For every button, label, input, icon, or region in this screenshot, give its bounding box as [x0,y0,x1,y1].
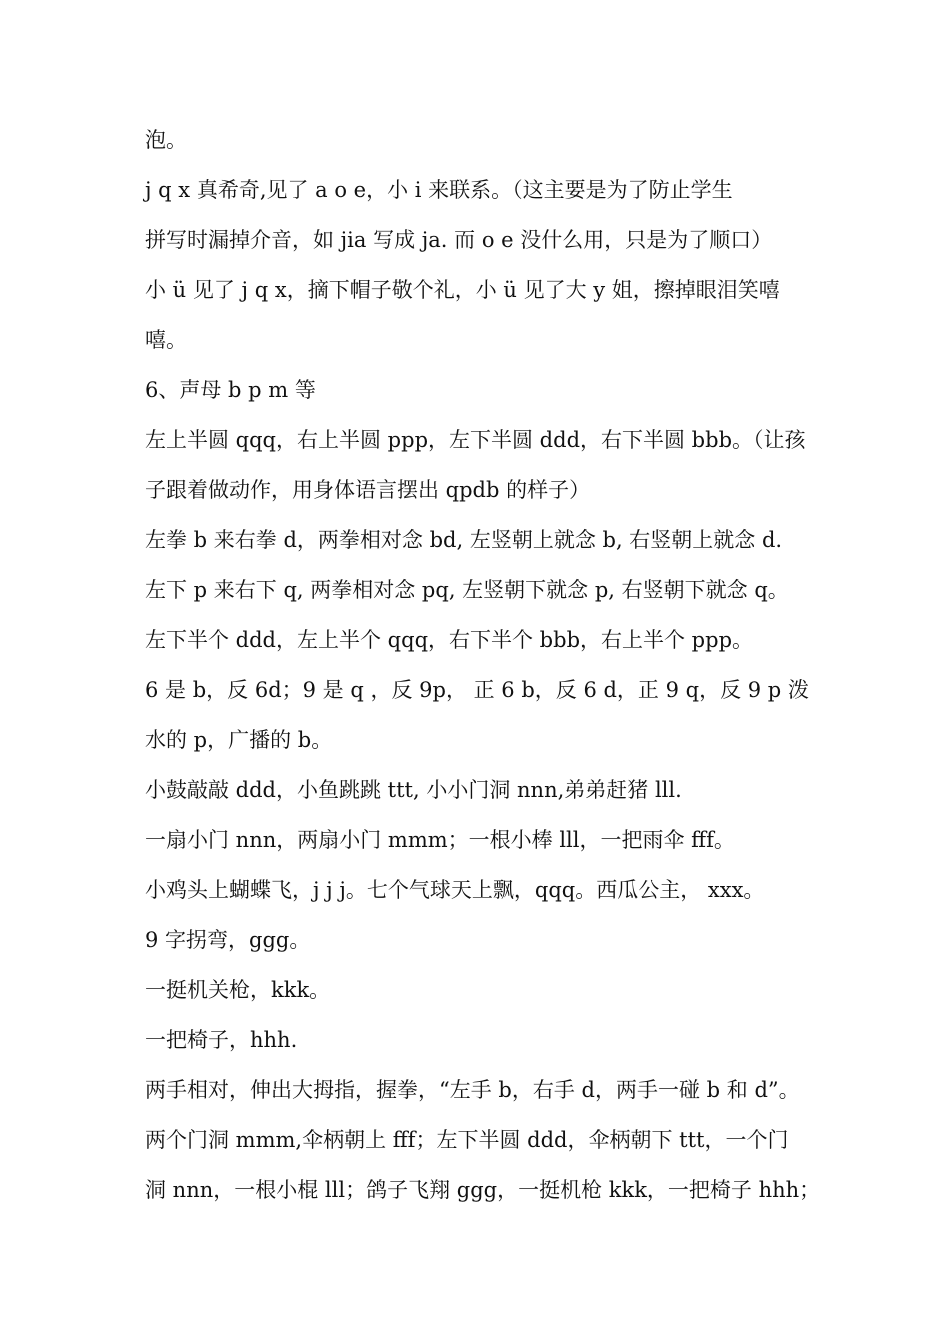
section-heading: 6、声母 b p m 等 [145,378,316,402]
text-line: 小鸡头上蝴蝶飞，j j j。七个气球天上飘，qqq。西瓜公主， xxx。 [145,878,765,902]
text-line: 拼写时漏掉介音，如 jia 写成 ja. 而 o e 没什么用，只是为了顺口） [145,228,773,252]
text-line: 洞 nnn，一根小棍 lll；鸽子飞翔 ggg，一挺机枪 kkk，一把椅子 hhh； [145,1178,821,1202]
text-line: 左下半个 ddd，左上半个 qqq，右下半个 bbb，右上半个 ppp。 [145,628,754,652]
text-line: 左下 p 来右下 q, 两拳相对念 pq, 左竖朝下就念 p, 右竖朝下就念 q。 [145,578,789,602]
text-line: 小鼓敲敲 ddd，小鱼跳跳 ttt, 小小门洞 nnn,弟弟赶猪 lll. [145,778,682,802]
text-line: 泡。 [145,128,187,152]
text-line: 9 字拐弯，ggg。 [145,928,311,952]
text-line: 6 是 b，反 6d；9 是 q ，反 9p， 正 6 b，反 6 d，正 9 q，反 9 p 泼 [145,678,809,702]
text-line: j q x 真希奇,见了 a o e，小 i 来联系。（这主要是为了防止学生 [145,178,733,202]
text-line: 小 ü 见了 j q x，摘下帽子敬个礼，小 ü 见了大 y 姐，擦掉眼泪笑嘻 [145,278,780,302]
text-line: 左拳 b 来右拳 d，两拳相对念 bd, 左竖朝上就念 b, 右竖朝上就念 d. [145,528,783,552]
text-line: 嘻。 [145,328,187,352]
body-text [145,115,821,1215]
text-line: 一挺机关枪，kkk。 [145,978,331,1002]
text-line: 两个门洞 mmm,伞柄朝上 fff；左下半圆 ddd，伞柄朝下 ttt，一个门 [145,1128,789,1152]
text-line: 两手相对，伸出大拇指，握拳，“左手 b，右手 d，两手一碰 b 和 d”。 [145,1078,800,1102]
text-line: 左上半圆 qqq，右上半圆 ppp，左下半圆 ddd，右下半圆 bbb。（让孩 [145,428,806,452]
text-line: 一扇小门 nnn，两扇小门 mmm；一根小棒 lll，一把雨伞 fff。 [145,828,735,852]
text-line: 一把椅子，hhh. [145,1028,298,1052]
text-line: 子跟着做动作，用身体语言摆出 qpdb 的样子） [145,478,591,502]
text-line: 水的 p，广播的 b。 [145,728,333,752]
